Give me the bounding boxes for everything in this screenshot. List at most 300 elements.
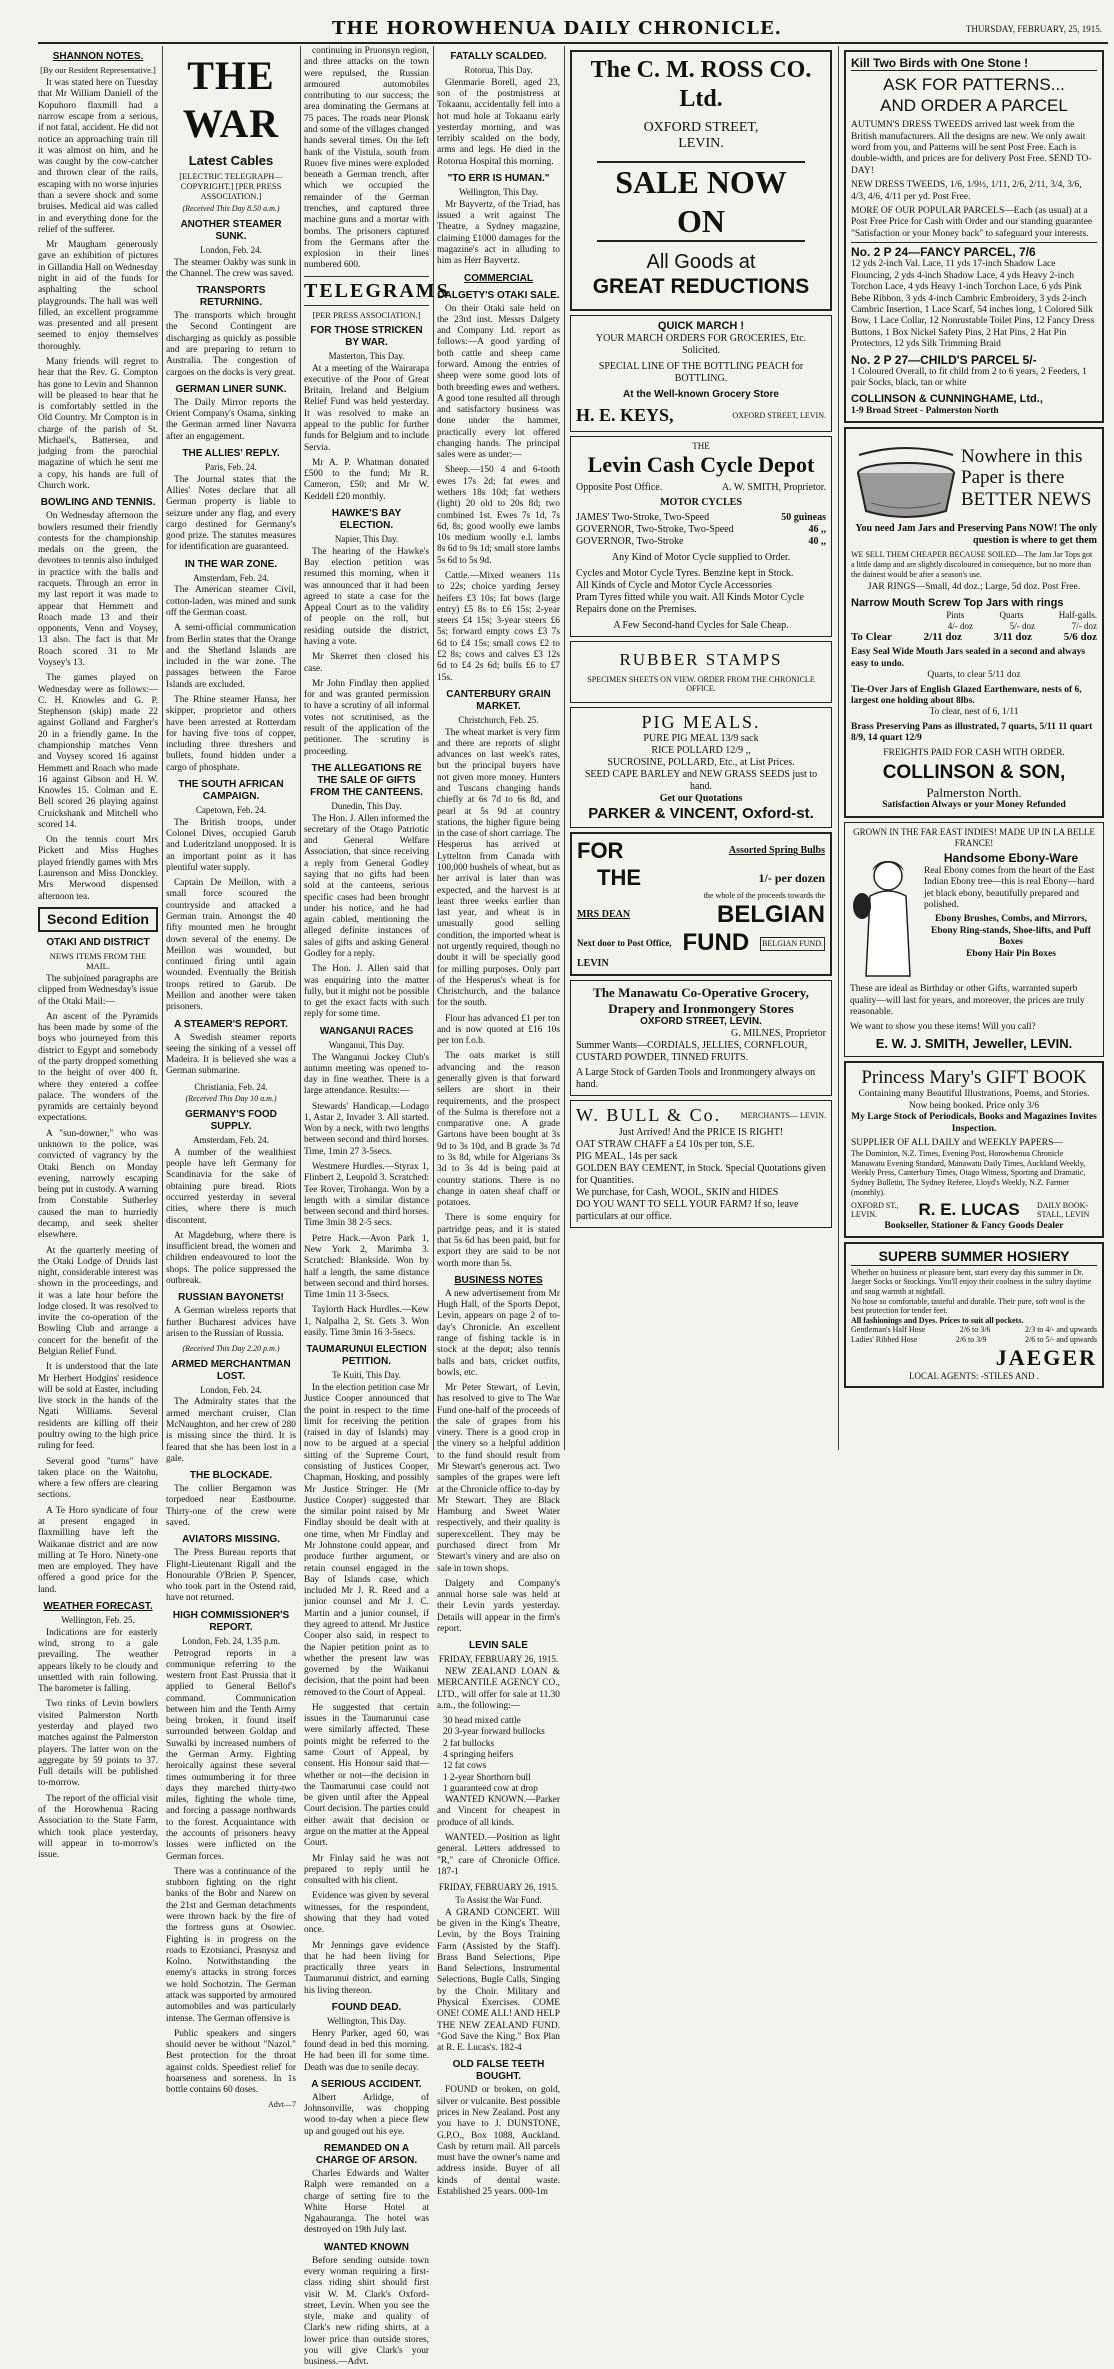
dateline: Te Kuiti, This Day. — [332, 1370, 401, 1381]
levin-word: LEVIN — [577, 958, 609, 970]
lucas-name: R. E. LUCAS — [918, 1200, 1020, 1220]
ad-line: You need Jam Jars and Preserving Pans NOW! The only question is where to get them — [855, 523, 1097, 547]
article-paragraph: The report of the official visit of the Horowhenua Racing Association to the State Farm, which took place yesterday, will appear in to-morrow's issue. — [38, 1793, 158, 1861]
ad-line: 12 yds 2-inch Val. Lace, 11 yds 17-inch Shadow Lace Flouncing, 2 yds 4-inch Shadow Lace, 4 yds Heavy 2-inch Torchon Lace, 4 yds Heavy 1-inch Torchon Lace, 6 yds Pink Bebe Ribbon, 3 yds 4-inch Cambric Embroidery, 3 yds 2-inch Cambric Insertion, 1 Lace Scarf, 54 inches long, 1 Colored Silk Bow, 1 Lace Collar, 12 Nonrustable Toilet Pins, 12 Fancy Dress Buttons, 1 Box Nickel Safety Pins, 2 Hat Pins, 2 Hat Pin Protectors, 12 yds Silk Trimming Braid — [851, 259, 1095, 350]
ad-line: PURE PIG MEAL 13/9 sack — [643, 733, 759, 745]
sale-item-list — [437, 1716, 560, 1795]
classified-ad: WANTED.—Position as light general. Letters addressed to "R," care of Chronicle Office. 187-1 — [437, 1833, 560, 1877]
news-heading: RUSSIAN BAYONETS! — [178, 1292, 284, 1304]
narrow-mouth: Narrow Mouth Screw Top Jars with rings — [851, 596, 1064, 609]
news-heading: WANGANUI RACES — [319, 1025, 414, 1037]
ad-line: JAR RINGS—Small, 4d doz.; Large, 5d doz. Post Free. — [867, 582, 1081, 593]
dateline: Rotorua, This Day. — [464, 65, 533, 75]
ad-line: At the Well-known Grocery Store — [623, 389, 779, 401]
ross-name: The C. M. ROSS CO. Ltd. — [590, 57, 812, 112]
article-paragraph: It is understood that the late Mr Herbert Hodgins' residence will be sold at Easter, including live stock in the hands of the Ngati Williams. Several residents are killing off their poultry owing to the high price ruling for feed. — [38, 1362, 158, 1452]
news-heading: THE SOUTH AFRICAN CAMPAIGN. — [178, 778, 284, 802]
cycle-name: GOVERNOR, Two-Stroke, Two-Speed — [576, 524, 734, 536]
collinson-son: COLLINSON & SON, — [882, 762, 1066, 783]
article-paragraph: Mr Finlay said he was not prepared to reply until he consulted with his client. — [304, 1853, 429, 1887]
article-paragraph: Sheep.—150 4 and 6-tooth ewes 17s 2d; fat ewes and wethers 18s 10d; fat wethers (light) 20 old to 20s 8d; two combined 1st. Ewes 7s 1d, 7s 6d, 8s; good woolly ewe lambs 10s medium woolly e.l. lambs 8s 6d to 9s 1d; small store lambs 5s 6d to 5s 9d. — [437, 465, 560, 566]
cycle-name: GOVERNOR, Two-Stroke — [576, 536, 684, 548]
article-paragraph: A "sun-downer," who was unknown to the police, was convicted of vagrancy by the Otaki Bench on Monday evening, narrowly escaping being put in custody. A warning from Constable Sutherley caused the man to hurriedly decamp, and seek shelter elsewhere. — [38, 1128, 158, 1241]
article-paragraph: The subjoined paragraphs are clipped from Wednesday's issue of the Otaki Mail:— — [38, 974, 158, 1007]
ask-patterns: ASK FOR PATTERNS... — [883, 75, 1065, 95]
dateline: Napier, This Day. — [334, 533, 399, 544]
column-rule — [433, 46, 434, 1450]
dateline: Paris, Feb. 24. — [205, 461, 257, 472]
ad-line: All Kinds of Cycle and Motor Cycle Accessories — [576, 580, 772, 592]
ad-line: Real Ebony comes from the heart of the East Indian Ebony tree—this is real Ebony—hard jet black ebony, beautifully prepared and polished. — [924, 865, 1095, 910]
keys-name: H. E. KEYS, — [576, 405, 674, 426]
jar-clear-price-row — [851, 631, 1097, 644]
to-clear-label: To Clear — [851, 631, 892, 644]
jar-old-price: 5/- doz — [1009, 620, 1035, 631]
article-paragraph: Petrograd reports in a communique referring to the western front East Prussia that it applied to General Bellof's command. Communication between him and the Tenth Army being broken, it found itself surrounded between Goldap and Suwalki by increased numbers of the German Army. Fighting heroically against these several times outnumbering it for three days they marched thirty-two miles, fighting the whole time, and forcing a passage northwards to the forest. Acquaintance with the accounts of prisoners heavy losses were inflicted on the German forces. — [166, 1648, 296, 1862]
hosiery-price: 2/6 to 5/- and upwards — [1025, 1334, 1097, 1344]
article-paragraph: The Rhine steamer Hansa, her skipper, proprietor and others have been arrested at Rotterdam for having five tons of copper, including three threshers and bullets, found hidden under a cargo of phosphate. — [166, 695, 296, 773]
press-association-note: [PER PRESS ASSOCIATION.] — [312, 309, 421, 320]
bowling-heading: BOWLING AND TENNIS. — [40, 497, 156, 509]
dateline: Wanganui, This Day. — [328, 1039, 405, 1050]
bulbs-title: Assorted Spring Bulbs — [728, 845, 825, 857]
news-heading: REMANDED ON A CHARGE OF ARSON. — [315, 2143, 418, 2166]
article-paragraph: On Wednesday afternoon the bowlers resumed their friendly contests for the championship medals on the green, the devotees to tennis also indulged in practice with the balls and racquets. Through an error in my last report it was made to appear that Hemmett and Roach made 13 and their opponents, Venn and Voysey, 13 also. The fact is that Mr Roach scored 31 to Mr Voysey's 13. — [38, 511, 158, 668]
cycle-price: 50 guineas — [781, 512, 826, 524]
byline: [By our Resident Representative.] — [40, 65, 156, 75]
list-item: 2 fat bullocks — [443, 1738, 495, 1749]
article-paragraph: Charles Edwards and Walter Ralph were remanded on a charge of setting fire to the White Horse Hotel at Ngahauranga. The hotel was destroyed on 19th July last. — [304, 2169, 429, 2236]
news-heading: IN THE WAR ZONE. — [184, 558, 278, 570]
preserving-pan-icon — [851, 433, 961, 523]
jaeger-logo: JAEGER — [995, 1344, 1097, 1370]
article-paragraph: Dalgety and Company's annual horse sale was held at their Levin yards yesterday. Details will appear in the firm's report. — [437, 1578, 560, 1634]
pig-title: PIG MEALS. — [641, 711, 761, 732]
ad-line: Whether on business or pleasure bent, start every day this summer in Dr. Jaeger Socks or Stockings. You'll enjoy their coolness in the sultry daytime and snug warmth at nightfall. — [851, 1267, 1092, 1297]
news-heading: DALGETY'S OTAKI SALE. — [437, 289, 560, 301]
dateline: London, Feb. 24, 1.35 p.m. — [182, 1635, 280, 1646]
ad-line: MERCHANTS— LEVIN. — [740, 1111, 826, 1121]
column-5-ads — [568, 46, 834, 1450]
column-2 — [166, 46, 296, 2110]
ad-line: These are ideal as Birthday or other Gifts, warranted superb quality—will last for years, and moreover, the prices are truly reasonable. — [850, 984, 1085, 1018]
dateline: Wellington, Feb. 25. — [61, 1614, 135, 1625]
concert-ad: A GRAND CONCERT. Will be given in the King's Theatre, Levin, by the Boys Training Farm (Assisted by the Staff). Brass Band Selections, Pipe Band Selections, Instrumental Selections, Bugle Calls, Singing by the Choir. Military and Physical Exercises. COME ONE! COME ALL! AND HELP THE NEW ZEALAND FUND. "God Save the King." Box Plan at R. E. Lucas's. 182-4 — [437, 1907, 560, 2054]
article-paragraph: Several good "turns" have taken place on the Waitohu, where a few offers are clearing sections. — [38, 1456, 158, 1501]
ad-line: The Dominion, N.Z. Times, Evening Post, Horowhenua Chronicle Manawatu Evening Standard, Manawatu Daily Times, Auckland Weekly, Weekly Press, Canterbury Times, Otago Witness, Sporting and Dramatic, Sydney Bulletin, The Sydney Referee, Lloyd's Weekly, N.Z. Farmer (monthly). — [851, 1149, 1086, 1197]
ad-line: Ebony Brushes, Combs, and Mirrors, Ebony Ring-stands, Shoe-lifts, and Puff Boxes — [931, 914, 1091, 948]
news-heading: CANTERBURY GRAIN MARKET. — [446, 688, 551, 712]
article-paragraph: Two rinks of Levin bowlers visited Palmerston North yesterday and played two matches against the Palmerston players. The latter won on the aggregate by 59 points to 37. Full details will be published to-morrow. — [38, 1699, 158, 1789]
article-paragraph: The games played on Wednesday were as follows:—C. H. Knowles and G. P. Stephenson (skip) made 22 against Golland and Fargher's 20 in a friendly game. In the championship matches Venn and Voysey scored 16 against Hemmett and Roach who made 16 against Gibson and H. W. Knowles 15. Colman and E. Bell scored 26 playing against Cruickshank and Mitchell who scored 14. — [38, 673, 158, 830]
article-paragraph: The wheat market is very firm and there are reports of slight advances on last week's rates, but the principal buyers have not given more money. Hunters and Tuscans changing hands chiefly at 6s 7d to 6s 8d, and pearl at 5s 9d at country stations, the higher figure being in the case of short carriage. The Hesperus has arrived at Lyttelton from Canada with 100,000 bushels of wheat, but as her arrival is later than was expected, and the harvest is at least three weeks earlier than last year, and wheat is in unusually good selling condition, the imported wheat is not urgently required, though no doubt it will be specially good for milling purposes. Only part of the Hesperus's wheat is for Christchurch, and the balance for the south. — [437, 727, 560, 1009]
article-paragraph: Westmere Hurdles.—Styrax 1, Flinbert 2, Leupold 3. Scratched: Tee Rover, Tirohanga. Won by a length with a similar distance between second and third horses. Time 3min 38 2-5 secs. — [304, 1162, 429, 1229]
ad-line: G. MILNES, Proprietor — [731, 1028, 826, 1040]
ad-line: NEW DRESS TWEEDS, 1/6, 1/9½, 1/11, 2/6, 2/11, 3/4, 3/6, 4/3, 4/6, 4/11 per yd. Post Free. — [851, 180, 1082, 202]
ad-for: FOR — [577, 838, 624, 864]
ad-line: All fashionings and Dyes. Prices to suit all pockets. — [851, 1315, 1024, 1325]
ad-line: Brass Preserving Pans as illustrated, 7 quarts, 5/11 11 quart 8/9, 14 quart 12/9 — [851, 721, 1093, 744]
ad-line: SPECIAL LINE OF THE BOTTLING PEACH for BOTTLING. — [598, 361, 804, 385]
news-heading: THE ALLEGATIONS RE THE SALE OF GIFTS FROM THE CANTEENS. — [310, 762, 423, 798]
article-paragraph: A new advertisement from Mr Hugh Hall, of the Sports Depot, Levin, appears on page 2 of to-day's Chronicle. An excellent range of fishing tackle is in stock at the depot; also tennis balls and bats, cricket outfits, bowls, etc. — [437, 1288, 560, 1378]
article-paragraph: Indications are for easterly wind, strong to a gale prevailing. The weather appears likely to be cloudy and unsettled with rain following. The barometer is falling. — [38, 1627, 158, 1695]
ad-line: SUPPLIER OF ALL DAILY and WEEKLY PAPERS— — [851, 1137, 1063, 1148]
weather-heading: WEATHER FORECAST. — [43, 1600, 153, 1612]
article-paragraph: The oats market is still advancing and the reason generally given is that forward sellers are short in their requirements, and the prospect of the Sulma is therefore not a comparative one. A grade Gartons have been bought at 3s 9d to 3s 10d, and B grade 3s 7d to 3s 8d, while for Algerians 3s 3d to 3s 4d is being paid at country stations. There is no change in oaten sheaf chaff or potatoes. — [437, 1051, 560, 1209]
ad-line: Any Kind of Motor Cycle supplied to Order. — [611, 552, 791, 564]
ad-line: the whole of the proceeds towards the — [703, 891, 825, 901]
ebony-ware-ad — [844, 822, 1104, 1057]
article-paragraph: At the quarterly meeting of the Otaki Lodge of Druids last night, considerable interest was shown in the proceedings, and it was a late hour before the lodge closed. It was resolved to invite the co-operation of the Bowling Club and arrange a concert for the benefit of the Belgian Relief Fund. — [38, 1245, 158, 1358]
article-paragraph: A semi-official communication from Berlin states that the Orange and the Shetland Islands are included in the war zone. The passages between the Faroe Islands are excluded. — [166, 623, 296, 690]
shannon-heading: SHANNON NOTES. — [52, 51, 144, 62]
news-heading: "TO ERR IS HUMAN." — [447, 173, 550, 185]
ad-line: 1-9 Broad Street - Palmerston North — [851, 405, 999, 416]
column-rule — [162, 46, 163, 1450]
received-note: (Received This Day 8.50 a.m.) — [182, 204, 280, 214]
news-heading: HIGH COMMISSIONER'S REPORT. — [172, 1609, 290, 1633]
ad-line: OAT STRAW CHAFF a £4 10s per ton, S.E. — [576, 1139, 755, 1151]
list-item: 4 springing heifers — [443, 1750, 514, 1761]
copyright-note: [ELECTRIC TELEGRAPH—COPYRIGHT.] [PER PRESS ASSOCIATION.] — [179, 170, 283, 201]
news-heading: FOUND DEAD. — [331, 2001, 402, 2013]
dateline: Wellington, This Day. — [458, 187, 539, 198]
jar-old-price-row — [851, 621, 1097, 632]
pig-meals-ad — [570, 707, 832, 829]
news-heading: THE ALLIES' REPLY. — [182, 447, 280, 459]
article-paragraph: It was stated here on Tuesday that Mr William Daniell of the Kopuhoro flaxmill had a narrow escape from a serious, if not fatal, accident. He did not notice an approaching train till it was almost on him, and he was caught by the cow-catcher and thrown clear of the rails, escaping with no worse injuries than a severe shock and some bruises. Medical aid was called in and everything done for the relief of the sufferer. — [38, 78, 158, 235]
telegrams-heading: TELEGRAMS — [304, 276, 429, 306]
article-paragraph: On the tennis court Mrs Pickett and Miss Hughes played friendly games with Mrs Laurenson and Miss Donckley. Mrs Merwood dispensed afternoon tea. — [38, 835, 158, 902]
cycle-depot-title: Levin Cash Cycle Depot — [587, 451, 815, 477]
ad-line: A Large Stock of Garden Tools and Ironmongery always on hand. — [576, 1067, 816, 1091]
news-heading: THE BLOCKADE. — [189, 1470, 273, 1482]
bull-name: W. BULL & Co. — [576, 1105, 722, 1126]
article-paragraph: At a meeting of the Wairarapa executive of the Poor of Great Britain, Ireland and Belgium Relief Fund was held yesterday. It was resolved to make an appeal to the public for further funds for Belgium and to include Servia. — [304, 363, 429, 453]
article-paragraph: An ascent of the Pyramids has been made by some of the boys who journeyed from this district to Egypt and somebody of the party dropped something to the height of over 400 ft. where they entered a coffee palace. The wonders of the pyramids are certainly beyond expectations. — [38, 1011, 158, 1124]
ad-line: My Large Stock of Periodicals, Books and Magazines Invites Inspection. — [851, 1112, 1097, 1134]
article-paragraph: There was a continuance of the stubborn fighting on the right banks of the Bobr and Narew on the 21st and German detachments were thrown back by the fire of the fortress guns at Osowiec. Fighting is in progress on the roads to Ezotsianci, Prasnysz and Kolno. Notwithstanding the enemy's attacks in strong forces we hold Sochotzin. The German attack was supported by armoured automobiles and was particularly intense. The German offensive is — [166, 1866, 296, 2024]
news-heading: TAUMARUNUI ELECTION PETITION. — [306, 1344, 427, 1368]
hosiery-price: 2/6 to 3/9 — [955, 1334, 987, 1344]
ad-line: AUTUMN'S DRESS TWEEDS arrived last week from the British manufacturers. All the designs are new. We only await word from you, and Patterns will be sent Post Free. Each is double-width, and prices are for delivery Post Free. SEND TO-DAY! — [851, 120, 1092, 176]
ad-line: OXFORD STREET, LEVIN. — [640, 1016, 762, 1028]
column-rule — [838, 46, 839, 1450]
collinson-son-ad — [844, 427, 1104, 817]
dateline: Christiania, Feb. 24. — [194, 1081, 268, 1092]
hosiery-price: 2/3 to 4/- and upwards — [1024, 1325, 1097, 1335]
news-heading: ANOTHER STEAMER SUNK. — [180, 218, 282, 242]
ad-line: Ebony Hair Pin Boxes — [966, 948, 1056, 959]
ad-line: GOLDEN BAY CEMENT, in Stock. Special Quotations given for Quantities. — [576, 1163, 826, 1187]
bulb-price: 1/- per dozen — [758, 870, 825, 885]
article-paragraph: Public speakers and singers should never be without "Nazol." Best protection for the throat against colds. Speediest relief for hoarseness and soreness. In 1s bottle contains 60 doses. — [166, 2028, 296, 2096]
news-heading: A STEAMER'S REPORT. — [174, 1018, 288, 1030]
ad-line: PIG MEAL, 14s per sack — [576, 1151, 678, 1163]
article-paragraph: At Magdeburg, where there is insufficient bread, the women and children endeavoured to loot the shops. The police suppressed the outbreak. — [166, 1230, 296, 1286]
ad-line: Palmerston North. — [926, 784, 1022, 800]
column-1 — [38, 46, 158, 1861]
article-paragraph: Stewards' Handicap.—Lodago 1, Astar 2, Invader 3. All started. Won by a neck, with two lengths between second and third horses. Time, 1min 27 3-5secs. — [304, 1101, 429, 1157]
article-paragraph: The Wanganui Jockey Club's autumn meeting was opened to-day in fine weather. There is a large attendance. Results:— — [304, 1052, 429, 1097]
ad-line: SUCROSINE, POLLARD, Etc., at List Prices. — [607, 757, 795, 769]
gift-book-ad — [844, 1061, 1104, 1239]
ad-line: RICE POLLARD 12/9 ,, — [651, 745, 751, 757]
ad-line: Containing many Beautiful Illustrations, Poems, and Stories. Now being booked. Price only 3/6 — [858, 1089, 1090, 1111]
dateline: Amsterdam, Feb. 24. — [193, 1135, 269, 1146]
article-paragraph: The American steamer Civil, cotton-laden, was mined and sunk off the German coast. — [166, 585, 296, 619]
nowhere-text: Nowhere in this Paper is there BETTER NEWS — [961, 445, 1092, 511]
article-paragraph: Mr Bayvertz, of the Triad, has issued a writ against The Theatre, a Sydney magazine, claiming £1000 damages for the magazine's act in alluding to him as Herr Bayvertz. — [437, 199, 560, 267]
hosiery-name: Gentleman's Half Hose — [851, 1325, 926, 1335]
article-paragraph: Cattle.—Mixed weaners 11s to 22s; choice yarding Jersey heifers £3 10s; fat bows (large entry) £5 8s to £6 15s; 2-year steers £4 15s; 3-year steers £6 5s; forward empty cows £3 7s 6d to £4 15s; small cows £2 to £2 8s; cows and calves £3 12s 6d to £4 2s 6d; bulls £6 to £7 15s. — [437, 571, 560, 683]
latest-cables: Latest Cables — [188, 153, 274, 168]
advt-note: Advt—7 — [268, 2100, 296, 2110]
childs-parcel: No. 2 P 27—CHILD'S PARCEL 5/- — [851, 352, 1037, 367]
news-heading: TRANSPORTS RETURNING. — [196, 285, 266, 309]
rubber-title: RUBBER STAMPS — [619, 650, 783, 670]
cycle-row — [576, 512, 826, 524]
jar-size-row — [851, 610, 1097, 621]
column-6-ads — [842, 46, 1106, 1450]
news-heading: GERMANY'S FOOD SUPPLY. — [185, 1109, 277, 1133]
ad-line: MOTOR CYCLES — [660, 497, 742, 509]
article-paragraph: The Hon. J. Allen said that was enquiring into the matter fully, but it might not be possible to get the exact facts with such reply for some time. — [304, 964, 429, 1020]
all-goods: All Goods at — [646, 250, 756, 273]
bull-ad — [570, 1100, 832, 1228]
jar-size: Quarts — [999, 609, 1024, 620]
mrs-dean: MRS DEAN — [577, 909, 631, 921]
article-paragraph: A Te Horo syndicate of four at present engaged in flaxmilling have left the Waikanae district and are now milling at Te Horo. Ninety-one men are employed. They have offered a good price for the land. — [38, 1505, 158, 1595]
article-paragraph: Mr Jennings gave evidence that he had been living for practically three years in Taumarunui district, and earning his living thereon. — [304, 1940, 429, 1996]
cycle-depot-ad — [570, 436, 832, 637]
article-paragraph: The transports which brought the Second Contingent are discharging as quickly as possible and are preparing to return to Australia. The congestion of cargoes on the docks is very great. — [166, 311, 296, 378]
ad-line: SEED CAPE BARLEY and NEW GRASS SEEDS just to hand. — [584, 769, 818, 793]
news-heading: AVIATORS MISSING. — [182, 1534, 280, 1546]
belgian-fund-ad — [570, 832, 832, 976]
list-item: 30 head mixed cattle — [443, 1716, 521, 1727]
great-reductions: GREAT REDUCTIONS — [592, 274, 810, 298]
masthead-rule — [38, 42, 1108, 44]
column-rule — [300, 46, 301, 1450]
cycle-row — [576, 524, 826, 536]
ad-line: Easy Seal Wide Mouth Jars sealed in a second and always easy to undo. — [851, 647, 1086, 669]
ross-town: LEVIN. — [678, 136, 724, 152]
dateline: Dunedin, This Day. — [331, 800, 402, 811]
dateline: Amsterdam, Feb. 24. — [193, 572, 269, 583]
sale-date: FRIDAY, FEBRUARY 26, 1915. — [438, 1654, 559, 1665]
concert-cause: To Assist the War Fund. — [455, 1894, 542, 1905]
article-paragraph: Many friends will regret to hear that the Rev. G. Compton has gone to Levin and Shannon will be pleased to hear that he is comfortably settled in the Old Country. Mr Compton is in charge of the parish of St. Michael's, Battersea, and judging from the parochial magazine of which he sent me a copy, his hands are full of Church work. — [38, 356, 158, 492]
jar-clear-price: 2/11 doz — [923, 631, 962, 644]
article-paragraph: Mr Maugham generously gave an exhibition of pictures in Gillandia Hall on Wednesday night in aid of the funds for asphalting the school playgrounds. The hall was well filled, an excellent programme was presented and all present seemed to enjoy themselves thoroughly. — [38, 240, 158, 352]
article-paragraph: There is some enquiry for partridge peas, and it is stated that 5s 6d has been paid, but for export they are said to be not worth more than 5s. — [437, 1213, 560, 1269]
ad-line: Quarts, to clear 5/11 doz — [927, 670, 1021, 681]
keys-ad — [570, 315, 832, 432]
article-paragraph: Glenmarie Borell, aged 23, son of the postmistress at Tokaanu, accidentally fell into a hot mud hole at Tokaanu early yesterday morning, and was terribly scalded on the body, arms and legs. He died in the Rotorua Hospital this morning. — [437, 77, 560, 167]
dateline: London, Feb. 24. — [200, 1384, 262, 1395]
fund-word: FUND — [682, 929, 750, 957]
article-paragraph: A Swedish steamer reports seeing the sinking of a vessel off Madeira. It is believed she was a German submarine. — [166, 1032, 296, 1077]
news-heading: A SERIOUS ACCIDENT. — [311, 2078, 422, 2090]
article-paragraph: Mr Peter Stewart, of Levin, has resolved to give to The War Fund one-half of the proceeds of the sale of grapes from his vinery. There is a good crop in the vinery so a helpful addition to the fund should result from Mr Stewart's generous act. Two samples of the grapes were left at the Chronicle office to-day by Mr Stewart. They are Black Hamburg and Sweet Water respectively, and their quality is superexcellent. They may be purchased direct from Mr Stewart's vinery and are also on sale in town shops. — [437, 1383, 560, 1574]
article-paragraph: In the election petition case Mr Justice Cooper announced that the point in respect to the time limit for receiving the petition (raised in day of Islands) may now to be argued at a special sitting of the Supreme Court, consisting of Justices Cooper, Chapman, Hosking, and possibly Mr Justice Stringer. He (Mr Justice Cooper) suggested that the similar point raised by Mr Findlay should be dealt with at one time, when Mr Findlay and Mr Johnstone could appear, and produce further argument, or retain counsel engaged in the Bay of Islands case, which included Mr J. R. Reed and a junior counsel and Mr J. C. Martin and a junior counsel, if they agreed to attend. Mr Justice Cooper also said, in respect to the Napier petition point as to whether the present law was governed by the Waikanui decision, that the point had been removed to the Court of Appeal. — [304, 1383, 429, 1698]
hosiery-title: SUPERB SUMMER HOSIERY — [851, 1248, 1097, 1266]
hosiery-price: 2/6 to 3/6 — [959, 1325, 991, 1335]
second-edition-banner: Second Edition — [38, 907, 158, 932]
classified-ad: WANTED KNOWN.—Parker and Vincent for cheapest in produce of all kinds. — [437, 1795, 560, 1828]
cycle-price: 40 ,, — [808, 536, 826, 548]
news-heading: FATALLY SCALDED. — [450, 51, 547, 62]
news-heading: HAWKE'S BAY ELECTION. — [331, 507, 402, 531]
ad-line: GROWN IN THE FAR EAST INDIES! MADE UP IN LA BELLE FRANCE! — [853, 826, 1095, 848]
jar-clear-price: 3/11 doz — [993, 631, 1032, 644]
list-item: 12 fat cows — [443, 1761, 487, 1772]
quick-march: QUICK MARCH ! — [657, 320, 745, 333]
otaki-subheading: NEWS ITEMS FROM THE MAIL. — [49, 950, 147, 971]
article-paragraph: Captain De Meillon, with a small force scoured the countryside and attacked a German train. Amongst the 40 fifty mounted men he brought down several of the enemy. De Meillon was wounded, but continued firing until again wounded. Eventually the British troops retired to Garub. De Meillon and another were taken prisoners. — [166, 878, 296, 1013]
manawatu-title: The Manawatu Co-Operative Grocery, Drapery and Ironmongery Stores — [593, 985, 809, 1016]
the-war-heading: THE WAR — [182, 53, 280, 146]
list-item: 20 3-year forward bullocks — [443, 1727, 545, 1738]
ad-line: OXFORD ST., LEVIN. — [851, 1200, 899, 1220]
jar-old-price: 7/- doz — [1071, 620, 1097, 631]
article-paragraph: The British troops, under Colonel Dives, occupied Garub and Luderitzland unopposed. It is an important point as it has plentiful water supply. — [166, 817, 296, 873]
parker-vincent: PARKER & VINCENT, Oxford-st. — [588, 805, 814, 823]
ad-line: We want to show you these items! Will you call? — [850, 1021, 1036, 1032]
article-paragraph: A number of the wealthiest people have left Germany for Scandinavia for the sake of obtaining pure bread. Riots occurred yesterday in several cities, where there is much discontent. — [166, 1147, 296, 1226]
news-heading: ARMED MERCHANTMAN LOST. — [171, 1358, 291, 1382]
keys-address: OXFORD STREET, LEVIN. — [732, 411, 826, 421]
news-heading: OLD FALSE TEETH BOUGHT. — [452, 2059, 545, 2083]
article-paragraph: Before sending outside town every woman requiring a first-class riding shirt should first visit W. M. Clark's Oxford-street, Levin. When you see the style, make and quality of Clark's new riding shirts, at a lower price than outside stores, you will give Clark's your business.—Advt. — [304, 2255, 429, 2368]
gift-book-title: Princess Mary's GIFT BOOK — [861, 1066, 1087, 1088]
collinson-cunninghame-ad — [844, 50, 1104, 423]
jar-size: Pints — [946, 609, 965, 620]
news-heading: FOR THOSE STRICKEN BY WAR. — [310, 324, 423, 348]
post-office-note: Next door to Post Office, — [577, 938, 672, 949]
list-item: 1 2-year Shorthorn bull — [443, 1772, 531, 1783]
article-paragraph: Evidence was given by several witnesses, for the respondent, showing that they had voted once. — [304, 1891, 429, 1936]
ross-ad — [570, 50, 832, 311]
ebony-title: Handsome Ebony-Ware — [943, 851, 1079, 866]
article-paragraph: The Journal states that the Allies' Notes declare that all German property is liable to seizure under any flag, and every cargo destined for Germany's good prize. The statutes measures for identification are guaranteed. — [166, 474, 296, 553]
ad-line: Just Arrived! And the PRICE IS RIGHT! — [618, 1127, 784, 1139]
commercial-heading: COMMERCIAL — [464, 272, 533, 284]
smith-jeweller: E. W. J. SMITH, Jeweller, LEVIN. — [875, 1035, 1073, 1051]
ad-the: THE — [597, 864, 641, 890]
ad-line: YOUR MARCH ORDERS FOR GROCERIES, Etc. Solicited. — [595, 333, 807, 357]
ad-line: SPECIMEN SHEETS ON VIEW. ORDER FROM THE CHRONICLE OFFICE. — [587, 674, 815, 694]
ad-line: A Few Second-hand Cycles for Sale Cheap. — [613, 620, 789, 632]
ad-line: Cycles and Motor Cycle Tyres. Benzine kept in Stock. — [576, 568, 794, 580]
column-4 — [437, 46, 560, 2197]
rubber-stamps-ad — [570, 641, 832, 703]
news-heading: WANTED KNOWN — [324, 2241, 409, 2253]
dateline: Capetown, Feb. 24. — [195, 804, 267, 815]
article-paragraph: continuing in Pruonsyn region, and three attacks on the town were repulsed, the Russian armoured automobiles contributing to our success; the area dominating the Germans at 75 paces. The roads near Plonsk and some of the villages changed hands several times. On the left bank of the Vistula, south from Ruoev five mines were exploded beneath a German trench, after which we occupied the remainder of the German trenches, and captured three machine guns and a mortar with bombs. The prisoners captured from the Germans after the explosion in their lines numbered 600. — [304, 46, 429, 271]
ad-line: Tie-Over Jars of English Glazed Earthenware, nests of 6, largest one holding about 8lbs. — [851, 684, 1082, 707]
article-paragraph: Albert Arlidge, of Johnsonville, was chopping wood to-day when a piece flew up and gouged out his eye. — [304, 2092, 429, 2137]
kill-two-birds: Kill Two Birds with One Stone ! — [851, 56, 1097, 71]
order-parcel: AND ORDER A PARCEL — [880, 95, 1068, 115]
ad-line: Pram Tyres fitted while you wait. All Kinds Motor Cycle Repairs done on the Premises. — [576, 592, 804, 616]
article-paragraph: Taylorth Hack Hurdles.—Kew 1, Nalpalha 2, St. Gets 3. Won easily. Time 3min 16 3-5secs. — [304, 1305, 429, 1338]
article-paragraph: Henry Parker, aged 60, was found dead in bed this morning. He had been ill for some time. Death was due to senile decay. — [304, 2028, 429, 2073]
ad-line: WE SELL THEM CHEAPER BECAUSE SOILED—The Jam Jar Tops got a little damp and are slightly discoloured in consequence, but no more than the dainest would be after a season's use. — [851, 550, 1093, 579]
sale-paragraph: NEW ZEALAND LOAN & MERCANTILE AGENCY CO., LTD., will offer for sale at 11.30 a.m., the following:— — [437, 1667, 560, 1711]
article-paragraph: Mr John Findlay then applied for and was granted permission to have a scrutiny of all informal votes not scrutinised, as the result of the application of the petitioner. The scrutiny is proceeding. — [304, 678, 429, 757]
manawatu-ad — [570, 980, 832, 1096]
fancy-parcel: No. 2 P 24—FANCY PARCEL, 7/6 — [851, 245, 1036, 260]
jar-old-price: 4/- doz — [947, 620, 973, 631]
ad-line: Bookseller, Stationer & Fancy Goods Dealer — [884, 1220, 1064, 1231]
ad-line: MORE OF OUR POPULAR PARCELS—Each (as usual) at a Post Free Price for Cash with Order and our standing guarantee "Satisfaction or your Money back" to safeguard your interests. — [851, 206, 1097, 243]
belgian-word: BELGIAN — [717, 900, 825, 928]
local-agents: LOCAL AGENTS: -STILES AND . — [909, 1370, 1039, 1381]
ad-line: No hose so comfortable, tasteful and durable. Their pure, soft wool is the best protection for tender feet. — [851, 1296, 1085, 1316]
article-paragraph: He suggested that certain issues in the Taumarunui case were similarly affected. These points might be referred to the same Court of Appeal, by consent. His Honour said that—whether or not—the decision in the Taumarunui case could not be given until after the Appeal Court decision. The parties could either await that decision or argue on the matter at the Appeal Court. — [304, 1702, 429, 1849]
collinson-cunninghame: COLLINSON & CUNNINGHAME, Ltd., — [851, 392, 1043, 405]
hosiery-row — [851, 1335, 1097, 1345]
column-3 — [304, 46, 450, 2368]
list-item: 1 guaranteed cow at drop — [443, 1783, 538, 1794]
cycle-price: 46 ,, — [808, 524, 826, 536]
received-note: (Received This Day 10 a.m.) — [185, 1094, 277, 1104]
ad-line: Satisfaction Always or your Money Refunded — [882, 800, 1066, 811]
article-paragraph: The hearing of the Hawke's Bay election petition was resumed this morning, when it was announced that it had been agreed to state a case for the Appeal Court as to the validity of people on the roll, but residing outside the district, having a vote. — [304, 546, 429, 648]
article-paragraph: Mr Skerret then closed his case. — [304, 652, 429, 674]
cycle-row — [576, 536, 826, 548]
article-paragraph: Petre Hack.—Avon Park 1, New York 2, Marimba 3. Scratched: Blankside. Won by half a length, the same distance between second and third horses. Time 1min 11 3-5secs. — [304, 1233, 429, 1301]
dateline: Christchurch, Feb. 25. — [458, 714, 539, 725]
ad-line: FREIGHTS PAID FOR CASH WITH ORDER. — [883, 747, 1065, 758]
jar-clear-price: 5/6 doz — [1063, 631, 1097, 644]
article-paragraph: The Press Bureau reports that Flight-Lieutenant Rigall and the Honourable O'Brien P. Spencer, who took part in the Ostend raid, have not returned. — [166, 1548, 296, 1604]
ad-line: 1 Coloured Overall, to fit child from 2 to 6 years, 2 Feeders, 1 pair Socks, black, tan or white — [851, 366, 1087, 389]
article-paragraph: The Hon. J. Allen informed the secretary of the Otago Patriotic and General Welfare Association, that since receiving a reply from General Godley saying that no gifts had been sold at the canteens, serious specific cases had been brought under his notice, and he had again cabled, mentioning the alleged definite instances of sales of gifts and asking General Godley for a reply. — [304, 813, 429, 960]
concert-date: FRIDAY, FEBRUARY 26, 1915. — [438, 1882, 559, 1893]
business-notes-heading: BUSINESS NOTES — [454, 1274, 543, 1286]
hosiery-name: Ladies' Ribbed Hose — [851, 1334, 918, 1344]
article-paragraph: Mr A. P. Whatman donated £500 to the fund; Mr R. Cameron, £50; and Mr W. Keddell £20 monthly. — [304, 457, 429, 502]
ad-line: THE — [692, 440, 710, 451]
sale-now-on: SALE NOW ON — [597, 161, 805, 242]
sale-heading: LEVIN SALE — [469, 1640, 528, 1652]
ad-line: Opposite Post Office. — [576, 482, 663, 494]
jar-size: Half-galls. — [1058, 609, 1097, 620]
column-rule — [564, 46, 565, 1450]
jaeger-hosiery-ad — [844, 1242, 1104, 1388]
article-paragraph: The Daily Mirror reports the Orient Company's Osama, sinking the German armed liner Navarra after an engagement. — [166, 397, 296, 442]
dateline: London, Feb. 24. — [200, 244, 262, 255]
article-paragraph: A German wireless reports that further Bucharest advices have arisen to the Russian of Russia. — [166, 1306, 296, 1339]
article-paragraph: On their Otaki sale held on the 23rd inst. Messrs Dalgety and Company Ltd. report as follows:—A good yarding of both cattle and sheep came forward. Among the entries of sheep were some good lots of both breeding ewes and wethers. A good tone resulted all through and satisfactory business was done under the hammer, practically every lot offered changing hands. The principal sales were as under:— — [437, 303, 560, 461]
lady-with-mirror-icon — [850, 851, 920, 981]
ad-line: Summer Wants—CORDIALS, JELLIES, CORNFLOUR, CUSTARD POWDER, TINNED FRUITS. — [576, 1040, 808, 1064]
cycle-name: JAMES' Two-Stroke, Two-Speed — [576, 512, 710, 524]
newspaper-title: THE HOROWHENUA DAILY CHRONICLE. — [332, 18, 782, 39]
article-paragraph: The collier Bergamon was torpedoed near Eastbourne. Thirty-one of the crew were saved. — [166, 1484, 296, 1529]
nowhere-banner — [851, 433, 1097, 523]
received-note: (Received This Day 2.20 p.m.) — [182, 1344, 280, 1354]
ad-line: We purchase, for Cash, WOOL, SKIN and HIDES — [576, 1187, 779, 1199]
news-heading: GERMAN LINER SUNK. — [175, 383, 287, 395]
dateline: Wellington, This Day. — [326, 2015, 407, 2026]
hosiery-row — [851, 1325, 1097, 1335]
ad-line: To clear, nest of 6, 1/11 — [929, 707, 1019, 718]
